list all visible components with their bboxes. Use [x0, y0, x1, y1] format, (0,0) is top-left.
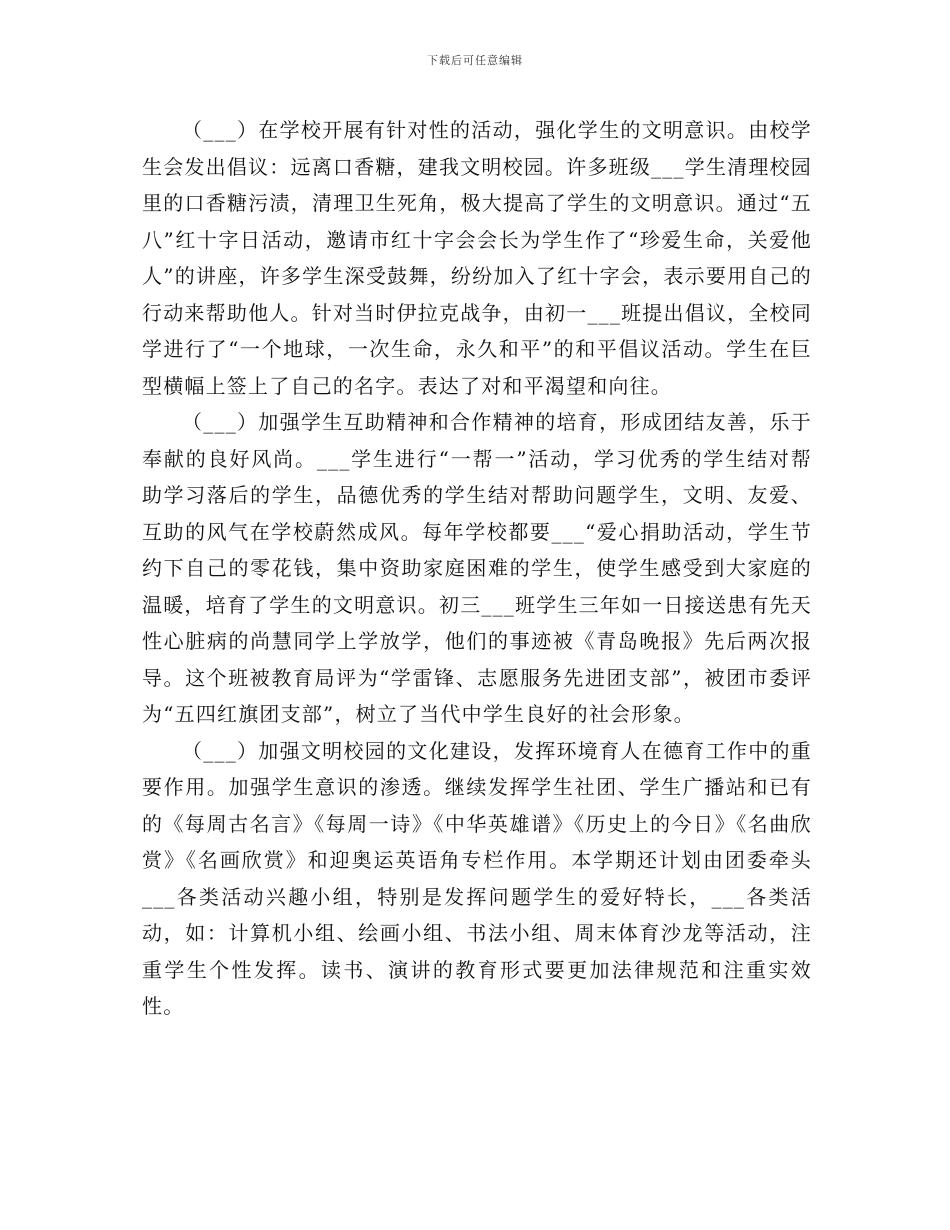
page-header: 下载后可任意编辑 — [427, 54, 523, 67]
paragraph-civility-activities: （___）在学校开展有针对性的活动，强化学生的文明意识。由校学生会发出倡议：远离口香糖，建我文明校园。许多班级___学生清理校园里的口香糖污渍，清理卫生死角，极大提高了学生的文明意识。通过“五八”红十字日活动，邀请市红十字会会长为学生作了“珍爱生命，关爱他人”的讲座，许多学生深受鼓舞，纷纷加入了红十字会，表示要用自己的行动来帮助他人。针对当时伊拉克战争，由初一___班提出倡议，全校同学进行了“一个地球，一次生命，永久和平”的和平倡议活动。学生在巨型横幅上签上了自己的名字。表达了对和平渴望和向往。 — [142, 118, 812, 398]
paragraph-mutual-assistance: （___）加强学生互助精神和合作精神的培育，形成团结友善，乐于奉献的良好风尚。___学生进行“一帮一”活动，学习优秀的学生结对帮助学习落后的学生，品德优秀的学生结对帮助问题学生，文明、友爱、互助的风气在学校蔚然成风。每年学校都要___“爱心捐助活动，学生节约下自己的零花钱，集中资助家庭困难的学生，使学生感受到大家庭的温暖，培育了学生的文明意识。初三___班学生三年如一日接送患有先天性心脏病的尚慧同学上学放学，他们的事迹被《青岛晚报》先后两次报导。这个班被教育局评为“学雷锋、志愿服务先进团支部”，被团市委评为“五四红旗团支部”，树立了当代中学生良好的社会形象。 — [142, 410, 812, 726]
paragraph-campus-culture: （___）加强文明校园的文化建设，发挥环境育人在德育工作中的重要作用。加强学生意识的渗透。继续发挥学生社团、学生广播站和已有的《每周古名言》《每周一诗》《中华英雄谱》《历史上的今日》《名曲欣赏》《名画欣赏》和迎奥运英语角专栏作用。本学期还计划由团委牵头___各类活动兴趣小组，特别是发挥问题学生的爱好特长，___各类活动，如：计算机小组、绘画小组、书法小组、周末体育沙龙等活动，注重学生个性发挥。读书、演讲的教育形式要更加法律规范和注重实效性。 — [142, 738, 812, 1018]
document-body — [142, 112, 812, 1025]
